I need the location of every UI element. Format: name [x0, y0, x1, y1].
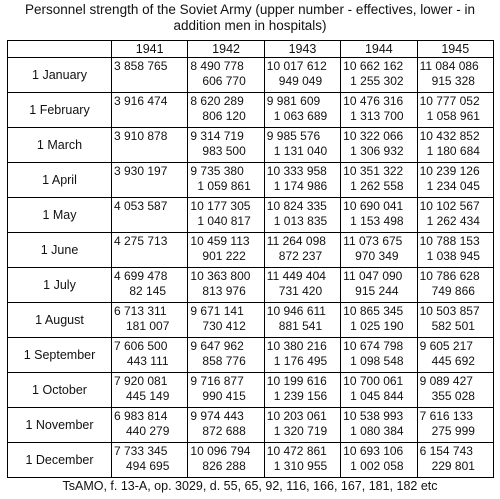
- table-row: [8, 198, 494, 233]
- month-label: 1 August: [8, 303, 112, 338]
- value-cell: [417, 93, 493, 128]
- effectives-value: 11 073 675: [343, 234, 403, 248]
- hospital-value: 1 080 384: [350, 424, 404, 438]
- effectives-value: 3 858 765: [114, 59, 168, 73]
- value-cell: [417, 163, 493, 198]
- effectives-value: 10 788 153: [419, 234, 480, 248]
- hospital-value: 1 002 058: [350, 459, 404, 473]
- title-line-1: Personnel strength of the Soviet Army (upper number - effectives, lower - in: [25, 2, 475, 17]
- effectives-value: 7 606 500: [114, 339, 168, 353]
- effectives-value: 10 380 216: [266, 339, 327, 353]
- personnel-table: [7, 40, 494, 478]
- hospital-value: 1 310 955: [273, 459, 328, 473]
- hospital-value: 606 770: [202, 74, 246, 88]
- table-row: [8, 408, 494, 443]
- month-label: 1 November: [8, 408, 112, 443]
- month-label: 1 May: [8, 198, 112, 233]
- hospital-value: 582 501: [431, 319, 475, 333]
- effectives-value: 3 916 474: [114, 94, 168, 108]
- hospital-value: 949 049: [278, 74, 323, 88]
- hospital-value: 881 541: [278, 319, 323, 333]
- hospital-value: 445 692: [431, 354, 475, 368]
- effectives-value: 10 459 113: [190, 234, 250, 248]
- table-row: [8, 303, 494, 338]
- value-cell: [417, 443, 493, 478]
- value-cell: [264, 338, 340, 373]
- effectives-value: 11 264 098: [266, 234, 326, 248]
- effectives-value: 4 275 713: [114, 234, 168, 248]
- value-cell: [341, 268, 417, 303]
- value-cell: [417, 268, 493, 303]
- effectives-value: 9 605 217: [419, 339, 473, 353]
- value-cell: [188, 198, 264, 233]
- hospital-value: 983 500: [202, 144, 246, 158]
- effectives-value: 11 449 404: [266, 269, 326, 283]
- value-cell: [264, 268, 340, 303]
- effectives-value: 4 053 587: [114, 199, 168, 213]
- value-cell: [112, 268, 188, 303]
- hospital-value: 1 262 434: [426, 214, 480, 228]
- value-cell: [341, 58, 417, 93]
- hospital-value: 1 063 689: [273, 109, 328, 123]
- hospital-value: 872 688: [202, 424, 246, 438]
- table-body: [8, 58, 494, 478]
- effectives-value: 10 503 857: [419, 304, 480, 318]
- hospital-value: 901 222: [202, 249, 246, 263]
- hospital-value: 1 098 548: [350, 354, 404, 368]
- page-title: [0, 2, 500, 34]
- hospital-value: 858 776: [202, 354, 246, 368]
- year-header: 1943: [264, 41, 340, 58]
- value-cell: [112, 163, 188, 198]
- effectives-value: 3 930 197: [114, 164, 168, 178]
- effectives-value: 10 690 041: [343, 199, 404, 213]
- value-cell: [341, 163, 417, 198]
- header-row: [8, 41, 494, 58]
- value-cell: [341, 443, 417, 478]
- source-citation: TsAMO, f. 13-A, op. 3029, d. 55, 65, 92, 116, 166, 167, 181, 182 etc: [62, 479, 438, 493]
- hospital-value: 1 306 932: [350, 144, 404, 158]
- value-cell: [112, 303, 188, 338]
- hospital-value: 494 695: [126, 459, 170, 473]
- effectives-value: 4 699 478: [114, 269, 168, 283]
- table-row: [8, 373, 494, 408]
- effectives-value: 11 047 090: [343, 269, 403, 283]
- effectives-value: 9 314 719: [190, 129, 244, 143]
- corner-cell: [8, 41, 112, 58]
- value-cell: [341, 93, 417, 128]
- month-label: 1 September: [8, 338, 112, 373]
- hospital-value: 440 279: [126, 424, 170, 438]
- hospital-value: 275 999: [431, 424, 475, 438]
- value-cell: [264, 128, 340, 163]
- hospital-value: 872 237: [278, 249, 323, 263]
- value-cell: [112, 198, 188, 233]
- effectives-value: 10 472 861: [266, 444, 327, 458]
- hospital-value: 1 059 861: [197, 179, 251, 193]
- table-row: [8, 443, 494, 478]
- hospital-value: 1 176 495: [273, 354, 328, 368]
- hospital-value: 1 255 302: [350, 74, 404, 88]
- year-header: 1945: [417, 41, 493, 58]
- table-row: [8, 163, 494, 198]
- hospital-value: 82 145: [129, 284, 167, 298]
- effectives-value: 9 671 141: [190, 304, 244, 318]
- hospital-value: 970 349: [355, 249, 399, 263]
- month-label: 1 February: [8, 93, 112, 128]
- hospital-value: 915 328: [431, 74, 475, 88]
- value-cell: [417, 58, 493, 93]
- hospital-value: 1 262 558: [350, 179, 404, 193]
- hospital-value: 1 234 045: [426, 179, 480, 193]
- effectives-value: 10 777 052: [419, 94, 480, 108]
- hospital-value: 1 180 684: [426, 144, 480, 158]
- value-cell: [188, 373, 264, 408]
- value-cell: [112, 443, 188, 478]
- value-cell: [341, 338, 417, 373]
- value-cell: [264, 373, 340, 408]
- effectives-value: 10 662 162: [343, 59, 404, 73]
- value-cell: [188, 93, 264, 128]
- hospital-value: 1 174 986: [273, 179, 328, 193]
- hospital-value: 1 013 835: [273, 214, 328, 228]
- value-cell: [188, 233, 264, 268]
- value-cell: [341, 408, 417, 443]
- effectives-value: 10 177 305: [190, 199, 251, 213]
- effectives-value: 10 203 061: [266, 409, 327, 423]
- hospital-value: 915 244: [355, 284, 399, 298]
- value-cell: [264, 233, 340, 268]
- hospital-value: 445 149: [126, 389, 170, 403]
- table-row: [8, 58, 494, 93]
- value-cell: [188, 408, 264, 443]
- hospital-value: 1 025 190: [350, 319, 404, 333]
- value-cell: [188, 443, 264, 478]
- month-label: 1 July: [8, 268, 112, 303]
- effectives-value: 6 983 814: [114, 409, 168, 423]
- value-cell: [264, 408, 340, 443]
- hospital-value: 1 320 719: [273, 424, 328, 438]
- hospital-value: 731 420: [278, 284, 323, 298]
- effectives-value: 10 102 567: [419, 199, 480, 213]
- effectives-value: 10 674 798: [343, 339, 404, 353]
- month-label: 1 April: [8, 163, 112, 198]
- effectives-value: 9 647 962: [190, 339, 244, 353]
- effectives-value: 10 333 958: [266, 164, 327, 178]
- effectives-value: 10 322 066: [343, 129, 404, 143]
- table-row: [8, 93, 494, 128]
- hospital-value: 730 412: [202, 319, 246, 333]
- hospital-value: 1 153 498: [350, 214, 404, 228]
- value-cell: [264, 58, 340, 93]
- value-cell: [341, 373, 417, 408]
- hospital-value: 1 058 961: [426, 109, 480, 123]
- hospital-value: 1 313 700: [350, 109, 404, 123]
- effectives-value: 8 620 289: [190, 94, 244, 108]
- value-cell: [417, 408, 493, 443]
- year-header: 1944: [341, 41, 417, 58]
- effectives-value: 10 865 345: [343, 304, 404, 318]
- value-cell: [417, 338, 493, 373]
- effectives-value: 9 981 609: [266, 94, 321, 108]
- hospital-value: 990 415: [202, 389, 246, 403]
- hospital-value: 1 239 156: [273, 389, 328, 403]
- effectives-value: 9 089 427: [419, 374, 473, 388]
- hospital-value: 181 007: [126, 319, 170, 333]
- value-cell: [264, 443, 340, 478]
- effectives-value: 10 700 061: [343, 374, 404, 388]
- value-cell: [341, 233, 417, 268]
- value-cell: [417, 233, 493, 268]
- hospital-value: 749 866: [431, 284, 475, 298]
- year-header: 1941: [112, 41, 188, 58]
- month-label: 1 March: [8, 128, 112, 163]
- effectives-value: 11 084 086: [419, 59, 479, 73]
- hospital-value: 443 111: [126, 354, 169, 368]
- effectives-value: 9 974 443: [190, 409, 244, 423]
- value-cell: [417, 373, 493, 408]
- effectives-value: 10 786 628: [419, 269, 480, 283]
- effectives-value: 7 733 345: [114, 444, 168, 458]
- effectives-value: 6 713 311: [114, 304, 167, 318]
- year-header: 1942: [188, 41, 264, 58]
- value-cell: [188, 303, 264, 338]
- hospital-value: 1 045 844: [350, 389, 404, 403]
- value-cell: [112, 408, 188, 443]
- month-label: 1 December: [8, 443, 112, 478]
- month-label: 1 January: [8, 58, 112, 93]
- effectives-value: 3 910 878: [114, 129, 168, 143]
- value-cell: [341, 128, 417, 163]
- table-row: [8, 338, 494, 373]
- value-cell: [112, 128, 188, 163]
- value-cell: [188, 338, 264, 373]
- month-label: 1 June: [8, 233, 112, 268]
- hospital-value: 1 038 945: [426, 249, 480, 263]
- effectives-value: 9 735 380: [190, 164, 244, 178]
- value-cell: [264, 198, 340, 233]
- value-cell: [112, 338, 188, 373]
- table-row: [8, 268, 494, 303]
- hospital-value: 355 028: [431, 389, 475, 403]
- table-row: [8, 233, 494, 268]
- value-cell: [417, 198, 493, 233]
- value-cell: [112, 58, 188, 93]
- effectives-value: 10 824 335: [266, 199, 327, 213]
- hospital-value: 806 120: [202, 109, 246, 123]
- effectives-value: 10 351 322: [343, 164, 404, 178]
- effectives-value: 10 476 316: [343, 94, 404, 108]
- value-cell: [417, 128, 493, 163]
- month-label: 1 October: [8, 373, 112, 408]
- hospital-value: 1 040 817: [197, 214, 251, 228]
- hospital-value: 1 131 040: [273, 144, 328, 158]
- effectives-value: 7 616 133: [419, 409, 473, 423]
- effectives-value: 10 017 612: [266, 59, 327, 73]
- value-cell: [188, 268, 264, 303]
- effectives-value: 6 154 743: [419, 444, 473, 458]
- effectives-value: 10 946 611: [266, 304, 326, 318]
- effectives-value: 10 199 616: [266, 374, 327, 388]
- effectives-value: 8 490 778: [190, 59, 244, 73]
- value-cell: [112, 233, 188, 268]
- value-cell: [417, 303, 493, 338]
- effectives-value: 10 432 852: [419, 129, 480, 143]
- effectives-value: 10 538 993: [343, 409, 404, 423]
- value-cell: [341, 198, 417, 233]
- value-cell: [112, 93, 188, 128]
- value-cell: [188, 58, 264, 93]
- effectives-value: 10 239 126: [419, 164, 480, 178]
- effectives-value: 10 363 800: [190, 269, 251, 283]
- table-row: [8, 128, 494, 163]
- effectives-value: 7 920 081: [114, 374, 168, 388]
- effectives-value: 9 716 877: [190, 374, 244, 388]
- value-cell: [112, 373, 188, 408]
- value-cell: [264, 163, 340, 198]
- value-cell: [264, 93, 340, 128]
- value-cell: [188, 163, 264, 198]
- value-cell: [264, 303, 340, 338]
- effectives-value: 9 985 576: [266, 129, 321, 143]
- hospital-value: 229 801: [431, 459, 475, 473]
- hospital-value: 813 976: [202, 284, 246, 298]
- value-cell: [341, 303, 417, 338]
- effectives-value: 10 693 106: [343, 444, 404, 458]
- hospital-value: 826 288: [202, 459, 246, 473]
- value-cell: [188, 128, 264, 163]
- title-line-2: addition men in hospitals): [173, 18, 327, 33]
- effectives-value: 10 096 794: [190, 444, 251, 458]
